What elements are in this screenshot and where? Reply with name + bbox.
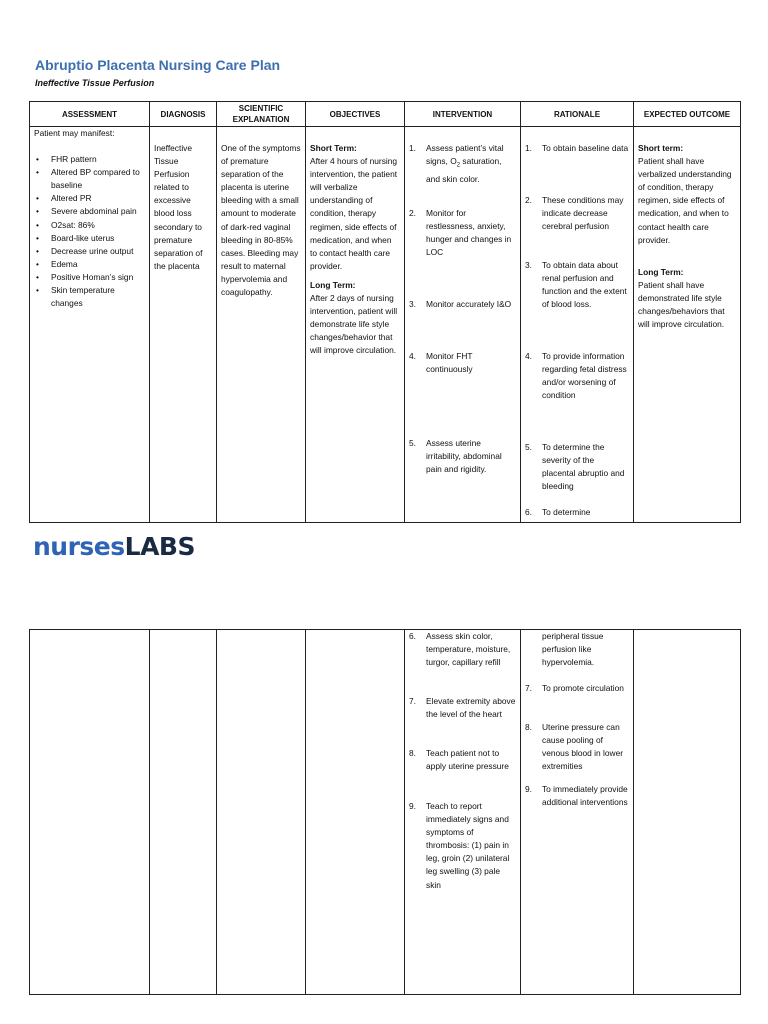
assessment-cell-continued — [30, 630, 150, 995]
list-item: 9. Teach to report immediately signs and symptoms of thrombosis: (1) pain in leg, groin (2) unilateral leg swelling (3) pale skin — [409, 801, 510, 890]
list-item: 2. Monitor for restlessness, anxiety, hunger and changes in LOC — [409, 208, 512, 258]
assessment-list — [34, 153, 145, 310]
assessment-item: • Altered BP compared to baseline — [34, 166, 145, 192]
list-item: 2. These conditions may indicate decrease cerebral perfusion — [525, 195, 624, 232]
assessment-item: • Decrease urine output — [34, 245, 145, 258]
list-item: 6. To determine — [525, 507, 591, 517]
outcome-short-term-text: Patient shall have verbalized understanding of condition, therapy regimen, side effects of medication, and when to contact health care provider. — [638, 156, 732, 245]
rationale-cell — [521, 127, 634, 523]
column-header-objectives: OBJECTIVES — [306, 102, 405, 127]
care-plan-table-page-2 — [29, 629, 741, 995]
assessment-intro: Patient may manifest: — [34, 128, 115, 138]
list-item: 8. Teach patient not to apply uterine pressure — [409, 748, 509, 772]
list-item: 5. To determine the severity of the placental abruptio and bleeding — [525, 442, 625, 492]
assessment-item: • O2sat: 86% — [34, 219, 145, 232]
page-title: Abruptio Placenta Nursing Care Plan — [35, 57, 281, 73]
objectives-cell — [306, 127, 405, 523]
list-item: 7. Elevate extremity above the level of the heart — [409, 696, 516, 720]
outcome-short-term-label: Short term: — [638, 143, 684, 153]
outcome-long-term-text: Patient shall have demonstrated life style changes/behaviors that will improve circulation. — [638, 279, 725, 330]
diagnosis-cell — [150, 127, 217, 523]
intervention-cell-continued — [405, 630, 521, 995]
diagnosis-cell-continued — [150, 630, 217, 995]
long-term-objective: After 2 days of nursing intervention, patient will demonstrate life style changes/behavior that will improve circulation. — [310, 293, 398, 356]
column-header-scientific-explanation: SCIENTIFIC EXPLANATION — [217, 102, 306, 127]
intervention-list-continued — [409, 630, 516, 892]
list-item: 6. Assess skin color, temperature, moisture, turgor, capillary refill — [409, 631, 511, 668]
rationale-list-continued — [525, 630, 629, 809]
scientific-explanation-cell — [217, 127, 306, 523]
logo-part-nurses: nurses — [33, 532, 125, 561]
diagnosis-text: Ineffective Tissue Perfusion related to excessive blood loss secondary to premature separation of the placenta — [154, 143, 203, 271]
expected-outcome-cell-continued — [634, 630, 741, 995]
assessment-item: • Skin temperature changes — [34, 284, 145, 310]
list-item: 1. Assess patient’s vital signs, $O_2$ saturation, and skin color. — [409, 143, 504, 184]
list-item: 4. To provide information regarding fetal distress and/or worsening of condition — [525, 351, 627, 401]
column-header-rationale: RATIONALE — [521, 102, 634, 127]
assessment-item: • FHR pattern — [34, 153, 145, 166]
outcome-long-term-label: Long Term: — [638, 266, 684, 277]
assessment-item: • Board-like uterus — [34, 232, 145, 245]
short-term-label: Short Term: — [310, 143, 357, 153]
logo-part-labs: LABS — [124, 532, 195, 561]
list-item: 5. Assess uterine irritability, abdominal pain and rigidity. — [409, 438, 502, 475]
expected-outcome-cell — [634, 127, 741, 523]
assessment-item: • Edema — [34, 258, 145, 271]
objectives-cell-continued — [306, 630, 405, 995]
column-header-diagnosis: DIAGNOSIS — [150, 102, 217, 127]
list-item: 3. To obtain data about renal perfusion and function and the extent of blood loss. — [525, 260, 627, 310]
care-plan-table-page-1 — [29, 101, 741, 523]
list-item: 3. Monitor accurately I&O — [409, 299, 512, 309]
rationale-list — [525, 142, 629, 519]
scientific-explanation-cell-continued — [217, 630, 306, 995]
intervention-cell — [405, 127, 521, 523]
assessment-cell — [30, 127, 150, 523]
list-item: 1. To obtain baseline data — [525, 143, 629, 153]
long-term-label: Long Term: — [310, 279, 356, 290]
intervention-list — [409, 142, 516, 476]
column-header-intervention: INTERVENTION — [405, 102, 521, 127]
rationale-cell-continued — [521, 630, 634, 995]
list-item: 4. Monitor FHT continuously — [409, 351, 473, 375]
list-item: peripheral tissue perfusion like hypervolemia. — [542, 631, 604, 668]
scientific-explanation-text: One of the symptoms of premature separation of the placenta is uterine bleeding with a small amount to moderate of dark-red vaginal bleeding in 80-85% cases. Bleeding may result to maternal hypervolemia and coagulopathy. — [221, 143, 301, 298]
page-subtitle: Ineffective Tissue Perfusion — [35, 78, 155, 88]
assessment-item: • Altered PR — [34, 192, 145, 205]
nurseslabs-logo — [33, 532, 195, 562]
list-item: 9. To immediately provide additional interventions — [525, 784, 628, 808]
column-header-assessment: ASSESSMENT — [30, 102, 150, 127]
list-item: 8. Uterine pressure can cause pooling of venous blood in lower extremities — [525, 722, 624, 772]
assessment-item: • Severe abdominal pain — [34, 205, 145, 218]
short-term-objective: After 4 hours of nursing intervention, the patient will verbalize understanding of condition, therapy regimen, side effects of medication, and when to contact health care provider. — [310, 156, 398, 271]
assessment-item: • Positive Homan’s sign — [34, 271, 145, 284]
column-header-expected-outcome: EXPECTED OUTCOME — [634, 102, 741, 127]
list-item: 7. To promote circulation — [525, 683, 624, 693]
